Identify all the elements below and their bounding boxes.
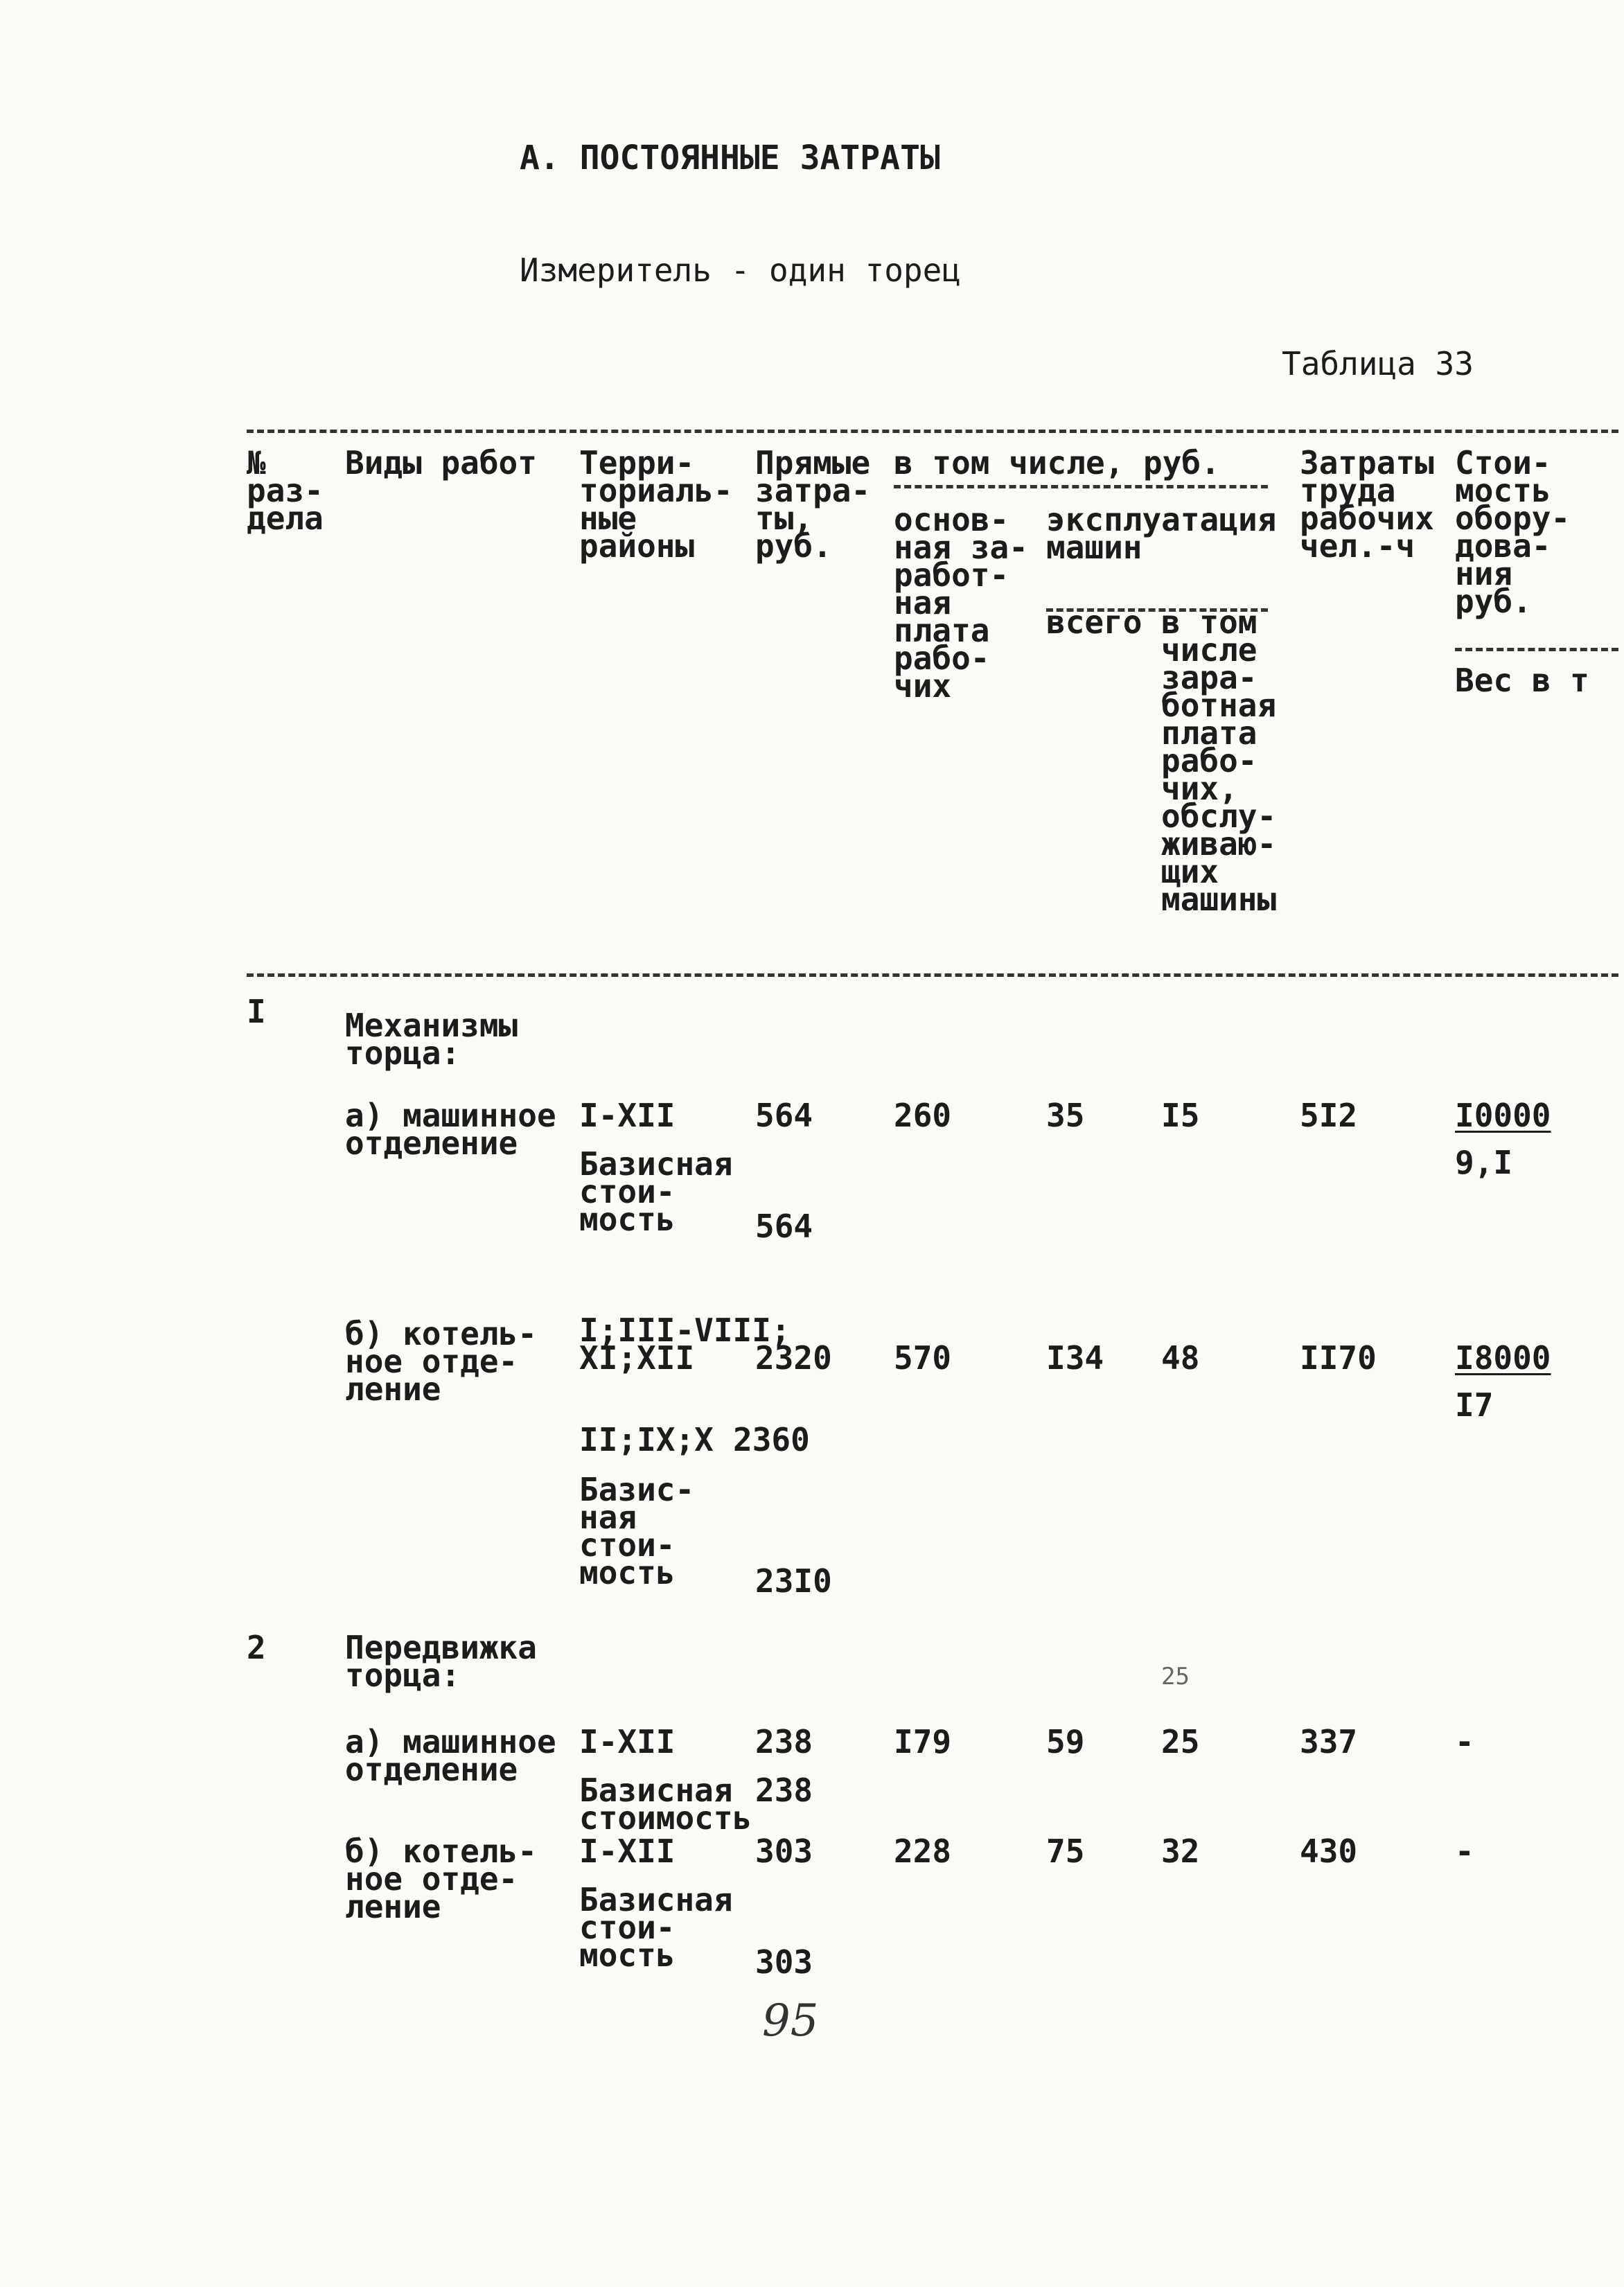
row-2b-labor: 430 [1300, 1833, 1358, 1870]
row-2a-region: I-XII [579, 1723, 676, 1760]
header-work-types: Виды работ [345, 444, 537, 482]
page-title: А. ПОСТОЯННЫЕ ЗАТРАТЫ [520, 139, 940, 177]
row-2b-name: б) котель- ное отде- ление [345, 1833, 537, 1925]
header-operation-wage: в том числе зара- ботная плата рабо- чих, обслу- живаю- щих машины [1161, 603, 1277, 918]
header-regions: Терри- ториаль- ные районы [579, 444, 733, 565]
section-2-number: 2 [247, 1629, 266, 1666]
row-2b-direct: 303 [755, 1833, 813, 1870]
header-top-rule [247, 430, 1618, 433]
row-1a-base-label: Базисная стои- мость [579, 1145, 733, 1238]
row-2a-wage: I79 [894, 1723, 952, 1760]
row-2a-labor: 337 [1300, 1723, 1358, 1760]
row-1b-region-2: II;IX;X [579, 1421, 714, 1458]
row-2a-operation-total: 59 [1046, 1723, 1085, 1760]
page-number: 95 [762, 1995, 819, 2047]
header-weight: Вес в т [1455, 662, 1589, 699]
header-bottom-rule [247, 973, 1618, 977]
row-1b-wage: 570 [894, 1339, 952, 1377]
row-2a-operation-wage: 25 [1161, 1723, 1200, 1760]
header-equipment-cost: Стои- мость обору- дова- ния руб. [1455, 444, 1571, 620]
section-2-handwritten-note: 25 [1161, 1663, 1190, 1690]
row-2b-operation-total: 75 [1046, 1833, 1085, 1870]
header-operation-total: всего [1046, 603, 1142, 641]
row-1b-name: б) котель- ное отде- ление [345, 1315, 537, 1408]
header-including: в том числе, руб. [894, 444, 1220, 482]
row-2b-base-value: 303 [755, 1943, 813, 1981]
row-1a-weight: 9,I [1455, 1144, 1513, 1181]
row-1b-base-label: Базис- ная стои- мость [579, 1471, 695, 1591]
row-1b-operation-wage: 48 [1161, 1339, 1200, 1377]
row-1b-labor: II70 [1300, 1339, 1377, 1377]
header-section-number: № раз- дела [247, 444, 324, 537]
row-1a-labor: 5I2 [1300, 1097, 1358, 1134]
row-1b-direct-2: 2360 [733, 1421, 810, 1458]
header-base-wage: основ- ная за- работ- ная плата рабо- чих [894, 501, 1028, 705]
incl-rule [894, 485, 1268, 488]
row-2b-operation-wage: 32 [1161, 1833, 1200, 1870]
row-1a-operation-total: 35 [1046, 1097, 1085, 1134]
section-1-name: Механизмы торца: [345, 1007, 518, 1072]
row-1b-direct: 2320 [755, 1339, 832, 1377]
section-1-number: I [247, 993, 266, 1030]
row-1a-operation-wage: I5 [1161, 1097, 1200, 1134]
section-2-name: Передвижка торца: [345, 1629, 537, 1694]
row-1b-equipment: I8000 [1455, 1339, 1551, 1377]
row-2b-base-label: Базисная стои- мость [579, 1881, 733, 1974]
row-1b-operation-total: I34 [1046, 1339, 1104, 1377]
row-1a-name: а) машинное отделение [345, 1097, 556, 1162]
row-1a-equipment: I0000 [1455, 1097, 1551, 1134]
row-2a-name: а) машинное отделение [345, 1723, 556, 1788]
header-direct-costs: Прямые затра- ты, руб. [755, 444, 871, 565]
row-2a-direct: 238 [755, 1723, 813, 1760]
row-2a-base-value: 238 [755, 1772, 813, 1809]
measure-caption: Измеритель - один торец [520, 251, 961, 289]
row-1a-base-value: 564 [755, 1208, 813, 1245]
row-2b-region: I-XII [579, 1833, 676, 1870]
header-labor-costs: Затраты труда рабочих чел.-ч [1300, 444, 1434, 565]
row-1b-region: I;III-VIII; XI;XII [579, 1312, 791, 1377]
row-2b-wage: 228 [894, 1833, 952, 1870]
row-1a-region: I-XII [579, 1097, 676, 1134]
row-2a-equipment: - [1455, 1723, 1474, 1760]
row-1a-wage: 260 [894, 1097, 952, 1134]
row-1b-weight: I7 [1455, 1386, 1494, 1424]
header-machine-operation: эксплуатация машин [1046, 501, 1277, 566]
row-1b-base-value: 23I0 [755, 1562, 832, 1600]
row-2b-equipment: - [1455, 1833, 1474, 1870]
row-2a-base-label: Базисная стоимость [579, 1772, 752, 1837]
row-1a-direct: 564 [755, 1097, 813, 1134]
equip-weight-rule [1455, 648, 1618, 651]
table-label: Таблица 33 [1282, 345, 1474, 382]
